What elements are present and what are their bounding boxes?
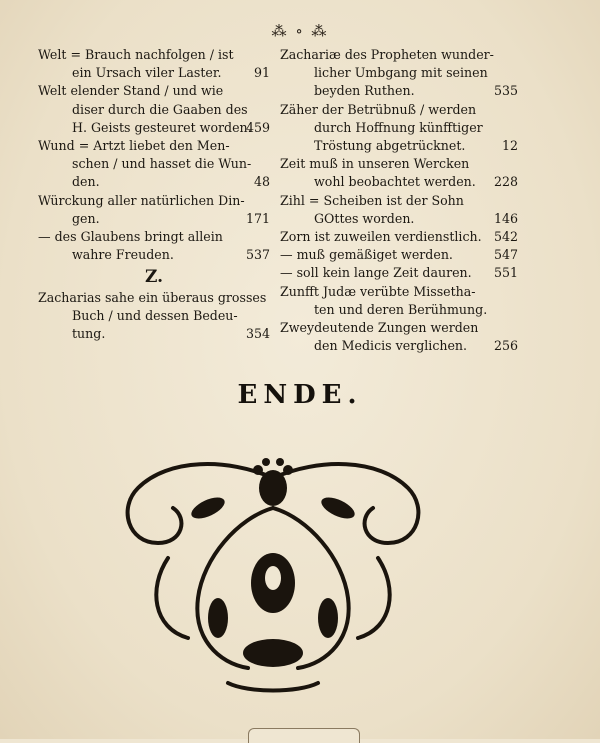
- index-entry: [38, 46, 270, 82]
- index-entry-line: Welt = Brauch nachfolgen / ist: [38, 47, 234, 62]
- index-entry-line: ein Ursach viler Laster.: [72, 65, 222, 81]
- index-entry: [280, 246, 518, 264]
- page-number: 48: [253, 174, 270, 190]
- index-entry: [280, 228, 518, 246]
- index-entry-line: den Medicis verglichen.: [314, 338, 468, 354]
- index-entry-line: wahre Freuden.: [72, 247, 174, 263]
- index-entry-line: H. Geists gesteuret worden.: [72, 119, 252, 135]
- closing-title: ENDE.: [237, 380, 363, 410]
- index-entry-line: — soll kein lange Zeit dauren.: [280, 265, 472, 281]
- header-ornament: ⁂ ∘ ⁂: [271, 22, 329, 40]
- index-entry: [38, 289, 270, 344]
- index-entry-line: GOttes worden.: [314, 210, 415, 226]
- page-number: 146: [493, 210, 518, 226]
- page-number: 535: [493, 83, 518, 99]
- page-number: 171: [245, 210, 270, 226]
- index-entry-line: den.: [72, 174, 100, 190]
- index-entry: [280, 319, 518, 355]
- index-entry-line: Zacharias sahe ein überaus grosses: [38, 289, 267, 305]
- index-entry-line: diser durch die Gaaben des: [72, 101, 248, 117]
- index-entry: [280, 264, 518, 282]
- index-entry-line: ten und deren Berühmung.: [314, 301, 488, 317]
- index-column-left: [38, 46, 270, 343]
- index-entry: [38, 228, 270, 264]
- page-number: 12: [501, 138, 518, 154]
- index-entry: [280, 155, 518, 191]
- page-number: 91: [253, 65, 270, 81]
- floral-ornament-icon: [108, 448, 438, 698]
- index-entry-line: beyden Ruthen.: [314, 83, 415, 99]
- page-number: 537: [245, 247, 270, 263]
- index-entry-line: Zorn ist zuweilen verdienstlich.: [280, 229, 482, 245]
- page-edge-tab: [248, 728, 360, 743]
- index-entry: [38, 82, 270, 137]
- letter-heading: Z.: [144, 267, 164, 288]
- index-entry: [38, 137, 270, 192]
- index-entry-line: — des Glaubens bringt allein: [38, 229, 223, 245]
- index-entry-line: Tröstung abgetrücknet.: [314, 138, 466, 154]
- index-entry-line: Welt elender Stand / und wie: [38, 83, 224, 99]
- index-entry: [280, 192, 518, 228]
- index-entry-line: Zachariæ des Propheten wunder-: [280, 47, 494, 62]
- page-number: 547: [493, 247, 518, 263]
- index-entry-line: Würckung aller natürlichen Din-: [38, 192, 245, 208]
- index-entry-line: Zihl = Scheiben ist der Sohn: [280, 192, 464, 208]
- page-number: 228: [493, 174, 518, 190]
- index-entry-line: Zeit muß in unseren Wercken: [280, 156, 470, 172]
- index-entry-line: Zunfft Judæ verübte Missetha-: [280, 283, 476, 299]
- index-column-right: [280, 46, 518, 355]
- index-entry-line: Zweydeutende Zungen werden: [280, 320, 479, 336]
- index-entry: [38, 192, 270, 228]
- index-entry-line: schen / und hasset die Wun-: [72, 156, 252, 172]
- index-entry-line: wohl beobachtet werden.: [314, 174, 476, 190]
- page-number: 551: [493, 265, 518, 281]
- index-entry-line: Zäher der Betrübnuß / werden: [280, 101, 477, 117]
- index-entry: [280, 101, 518, 156]
- index-entry-line: Wund = Artzt liebet den Men-: [38, 138, 230, 154]
- index-entry-line: gen.: [72, 210, 100, 226]
- index-entry: [280, 46, 518, 101]
- index-entry-line: — muß gemäßiget werden.: [280, 247, 453, 263]
- page-number: 542: [493, 229, 518, 245]
- index-entry-line: Buch / und dessen Bedeu-: [72, 307, 238, 323]
- page-number: 459: [245, 119, 270, 135]
- index-entry-line: durch Hoffnung künfftiger: [314, 119, 483, 135]
- page-number: 256: [493, 338, 518, 354]
- index-entry: [280, 283, 518, 319]
- index-entry-line: tung.: [72, 326, 106, 342]
- index-entry-line: licher Umbgang mit seinen: [314, 65, 488, 81]
- page-number: 354: [245, 326, 270, 342]
